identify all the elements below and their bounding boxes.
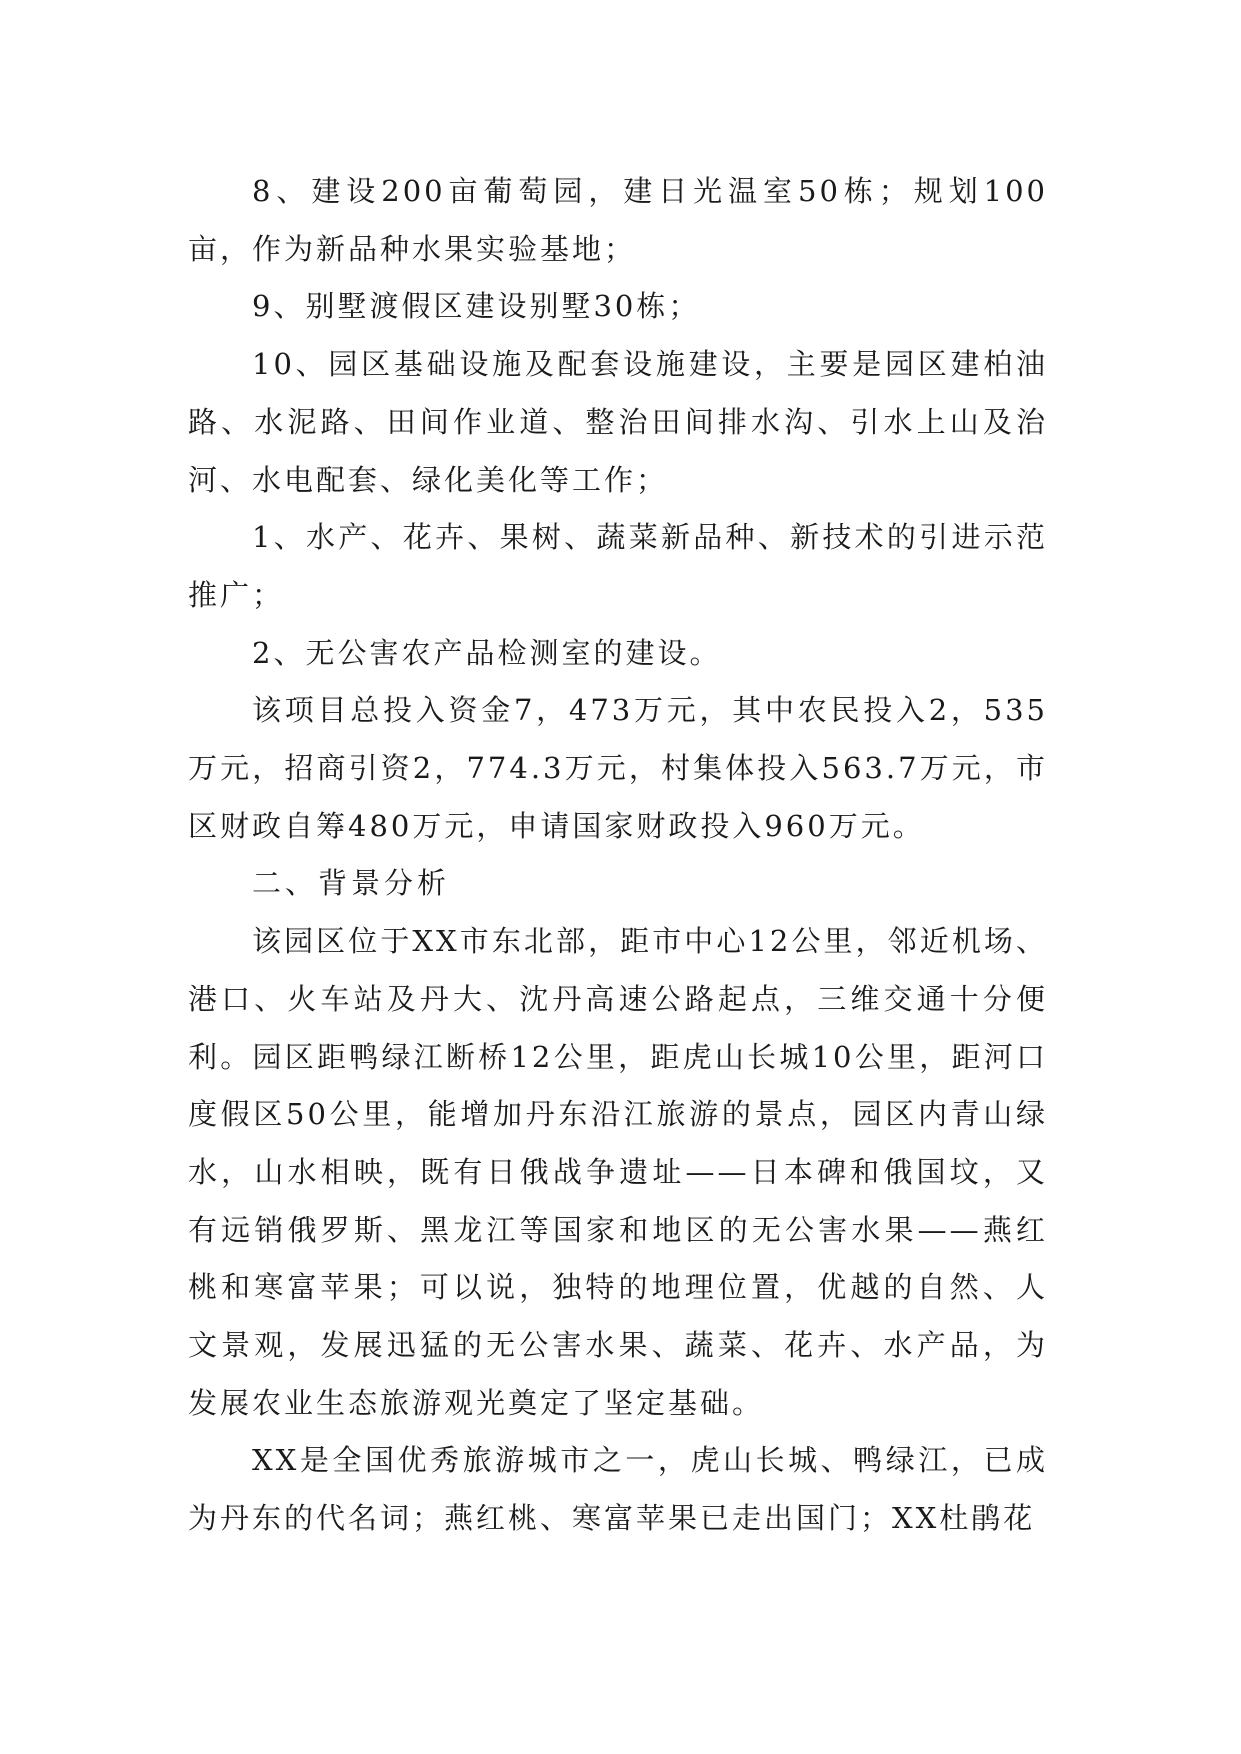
paragraph-item-8: 8、建设200亩葡萄园，建日光温室50栋；规划100亩，作为新品种水果实验基地； xyxy=(188,174,1048,266)
paragraph-item-10: 10、园区基础设施及配套设施建设，主要是园区建柏油路、水泥路、田间作业道、整治田间排水沟、引水上山及治河、水电配套、绿化美化等工作； xyxy=(188,347,1048,497)
paragraph-item-9: 9、别墅渡假区建设别墅30栋； xyxy=(252,289,701,324)
paragraph-investment: 该项目总投入资金7，473万元，其中农民投入2，535万元，招商引资2，774.3万元，村集体投入563.7万元，市区财政自筹480万元，申请国家财政投入960万元。 xyxy=(188,693,1048,843)
paragraph-item-2: 2、无公害农产品检测室的建设。 xyxy=(252,635,722,670)
paragraph-tourism: XX是全国优秀旅游城市之一，虎山长城、鸭绿江，已成为丹东的代名词；燕红桃、寒富苹果已走出国门；XX杜鹃花 xyxy=(188,1443,1048,1536)
section-heading-background: 二、背景分析 xyxy=(252,866,451,901)
paragraph-item-1: 1、水产、花卉、果树、蔬菜新品种、新技术的引进示范推广； xyxy=(188,520,1048,612)
document-body xyxy=(188,163,1048,1548)
paragraph-location: 该园区位于XX市东北部，距市中心12公里，邻近机场、港口、火车站及丹大、沈丹高速公路起点，三维交通十分便利。园区距鸭绿江断桥12公里，距虎山长城10公里，距河口度假区50公里，能增加丹东沿江旅游的景点，园区内青山绿水，山水相映，既有日俄战争遗址——日本碑和俄国坟，又有远销俄罗斯、黑龙江等国家和地区的无公害水果——燕红桃和寒富苹果；可以说，独特的地理位置，优越的自然、人文景观，发展迅猛的无公害水果、蔬菜、花卉、水产品，为发展农业生态旅游观光奠定了坚定基础。 xyxy=(188,924,1048,1420)
